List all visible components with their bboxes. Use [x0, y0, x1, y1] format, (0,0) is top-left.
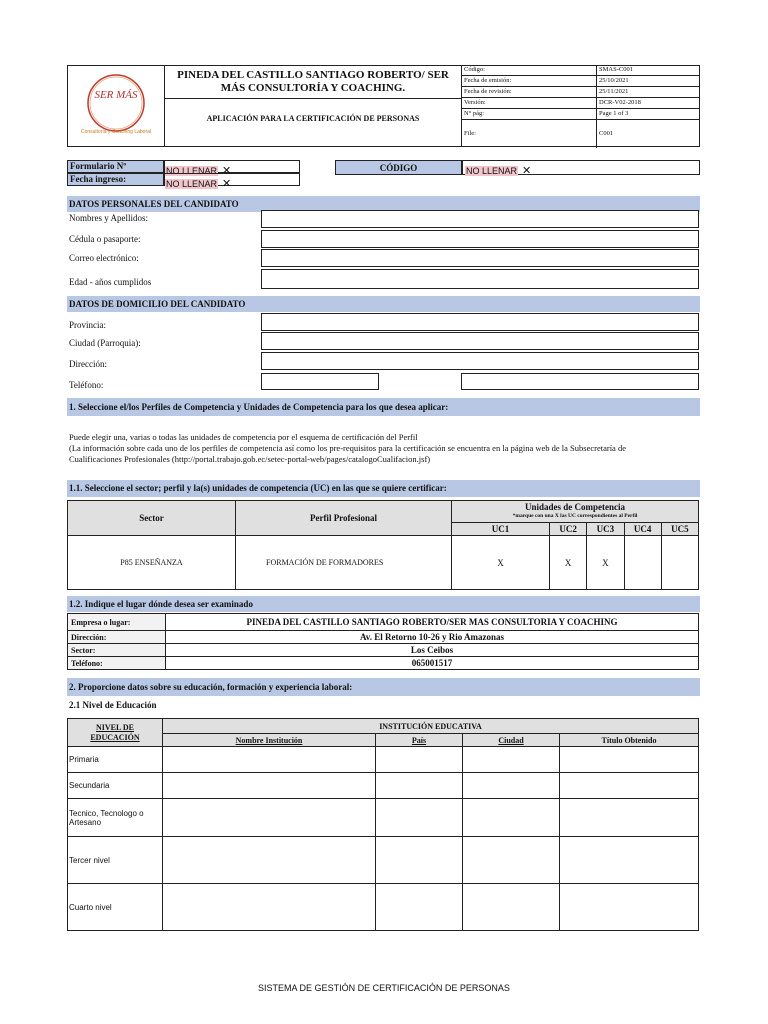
ciudad-header: Ciudad: [463, 734, 560, 747]
field-label: Dirección:: [69, 359, 107, 369]
meta-row: [462, 87, 700, 98]
exam-label: Teléfono:: [68, 657, 166, 670]
meta-label: Versión:: [462, 98, 597, 108]
section11-title: 1.1. Seleccione el sector; perfil y la(s) unidades de competencia (UC) en las que se quiere certificar:: [67, 480, 700, 497]
exam-value: 065001517: [166, 657, 699, 670]
exam-row: [68, 644, 699, 657]
meta-row: [462, 109, 700, 120]
uc2-cell[interactable]: X: [550, 536, 587, 590]
uc2-header: UC2: [550, 523, 587, 536]
exam-value: PINEDA DEL CASTILLO SANTIAGO ROBERTO/SER MAS CONSULTORIA Y COACHING: [166, 614, 699, 631]
field-label: Edad - años cumplidos: [69, 277, 152, 287]
education-level: Cuarto nivel: [68, 884, 163, 931]
exam-label: Empresa o lugar:: [68, 614, 166, 631]
uc4-cell[interactable]: [624, 536, 661, 590]
exam-label: Dirección:: [68, 631, 166, 644]
x-icon: ✕: [522, 165, 532, 177]
education-cell[interactable]: [560, 884, 699, 931]
section1-title: 1. Seleccione el/los Perfiles de Competencia y Unidades de Competencia para los que desea aplicar:: [67, 398, 700, 416]
meta-label: Fecha de emisión:: [462, 76, 597, 86]
section12-title: 1.2. Indique el lugar dónde desea ser examinado: [67, 596, 700, 612]
exam-value: Los Ceibos: [166, 644, 699, 657]
meta-row: [462, 76, 700, 87]
uc-table: [67, 500, 699, 590]
education-cell[interactable]: [463, 837, 560, 884]
education-cell[interactable]: [463, 747, 560, 773]
education-cell[interactable]: [463, 799, 560, 837]
field-label: Correo electrónico:: [69, 253, 139, 263]
uc-note: *marque con una X las UC correspondientes al Perfil: [512, 512, 638, 519]
nombres-input[interactable]: [261, 210, 699, 228]
telefono-input-2[interactable]: [461, 373, 699, 390]
section2-title: 2. Proporcione datos sobre su educación, formación y experiencia laboral:: [67, 678, 700, 696]
sector-cell: P85 ENSEÑANZA: [68, 536, 236, 590]
education-table: [67, 718, 699, 931]
field-label: Provincia:: [69, 320, 106, 330]
section1-text: Cualificaciones Profesionales (http://portal.trabajo.gob.ec/setec-portal-web/pages/catalogoCualifacion.jsf): [69, 454, 431, 464]
uc-header: [452, 501, 699, 523]
personal-section-title: DATOS PERSONALES DEL CANDIDATO: [67, 196, 700, 212]
education-cell[interactable]: [463, 884, 560, 931]
uc1-cell[interactable]: X: [452, 536, 550, 590]
institucion-header: INSTITUCIÓN EDUCATIVA: [163, 719, 699, 734]
no-llenar-badge: NO LLENAR: [166, 179, 218, 189]
doc-title: APLICACIÓN PARA LA CERTIFICACIÓN DE PERSONAS: [206, 114, 420, 123]
exam-value: Av. El Retorno 10-26 y Rio Amazonas: [166, 631, 699, 644]
telefono-input-1[interactable]: [261, 373, 379, 390]
education-row: [68, 837, 699, 884]
education-cell[interactable]: [560, 773, 699, 799]
section1-text: (La información sobre cada uno de los perfiles de competencia así como los pre-requisitos para la certificación se encuentra en la página web de la Subsecretaría de: [69, 443, 626, 453]
education-level: Tercer nivel: [68, 837, 163, 884]
field-label: Ciudad (Parroquia):: [69, 338, 141, 348]
field-label: Nombres y Apellidos:: [69, 213, 148, 223]
logo-sub: Consultoría y Coaching Laboral: [80, 129, 152, 135]
education-row: [68, 884, 699, 931]
footer: SISTEMA DE GESTIÓN DE CERTIFICACIÓN DE PERSONAS: [258, 983, 510, 993]
education-level: Secundaria: [68, 773, 163, 799]
formulario-label: Formulario Nº: [67, 160, 164, 173]
no-llenar-badge: NO LLENAR: [466, 166, 518, 176]
meta-label: Fecha de revisión:: [462, 87, 597, 97]
meta-row: [462, 65, 700, 76]
meta-value: DCR-V02-2018: [599, 99, 641, 106]
codigo-label: CÓDIGO: [335, 160, 462, 175]
section2-subtitle: 2.1 Nivel de Educación: [69, 700, 157, 710]
education-cell[interactable]: [163, 747, 376, 773]
exam-row: [68, 631, 699, 644]
education-cell[interactable]: [463, 773, 560, 799]
education-row: [68, 747, 699, 773]
field-label: Cédula o pasaporte:: [69, 234, 141, 244]
meta-table: [461, 65, 700, 147]
cedula-input[interactable]: [261, 230, 699, 248]
titulo-header: Título Obtenido: [560, 734, 699, 747]
education-cell[interactable]: [376, 837, 463, 884]
pais-header: País: [376, 734, 463, 747]
education-cell[interactable]: [163, 884, 376, 931]
codigo-value[interactable]: [462, 160, 700, 175]
education-cell[interactable]: [376, 884, 463, 931]
education-cell[interactable]: [376, 773, 463, 799]
education-level: Tecnico, Tecnologo o Artesano: [68, 799, 163, 837]
exam-label: Sector:: [68, 644, 166, 657]
meta-value: SMAS-C001: [599, 66, 633, 73]
education-cell[interactable]: [560, 837, 699, 884]
education-cell[interactable]: [376, 799, 463, 837]
sector-header: Sector: [68, 501, 236, 536]
meta-row: [462, 120, 700, 148]
provincia-input[interactable]: [261, 313, 699, 331]
exam-place-table: [67, 613, 699, 670]
formulario-value[interactable]: [164, 160, 300, 177]
perfil-header: Perfil Profesional: [236, 501, 452, 536]
company-name: PINEDA DEL CASTILLO SANTIAGO ROBERTO/ SER MÁS CONSULTORÍA Y COACHING.: [177, 69, 449, 94]
education-cell[interactable]: [163, 837, 376, 884]
education-cell[interactable]: [560, 747, 699, 773]
section1-text: Puede elegir una, varias o todas las unidades de competencia por el esquema de certificación del Perfil: [69, 432, 418, 442]
uc1-header: UC1: [452, 523, 550, 536]
meta-label: File:: [462, 120, 597, 148]
uc5-header: UC5: [661, 523, 698, 536]
logo-icon: [67, 65, 165, 147]
fecha-label: Fecha ingreso:: [67, 173, 164, 186]
perfil-cell: FORMACIÓN DE FORMADORES: [236, 536, 452, 590]
education-level: Primaria: [68, 747, 163, 773]
edad-input[interactable]: [261, 269, 699, 289]
education-cell[interactable]: [376, 747, 463, 773]
exam-row: [68, 657, 699, 670]
correo-input[interactable]: [261, 249, 699, 267]
meta-label: Código:: [462, 65, 597, 75]
logo-cell: [67, 65, 165, 147]
domicilio-section-title: DATOS DE DOMICILIO DEL CANDIDATO: [67, 296, 700, 312]
ciudad-input[interactable]: [261, 332, 699, 350]
uc3-header: UC3: [587, 523, 624, 536]
fecha-value[interactable]: [164, 173, 300, 190]
meta-row: [462, 98, 700, 109]
meta-value: C001: [599, 130, 614, 137]
field-label: Teléfono:: [69, 380, 104, 390]
education-row: [68, 799, 699, 837]
x-icon: ✕: [222, 165, 232, 177]
logo-text: SER MÁS: [94, 89, 138, 101]
uc-header-label: Unidades de Competencia: [524, 501, 625, 512]
education-cell[interactable]: [163, 773, 376, 799]
exam-row: [68, 614, 699, 631]
x-icon: ✕: [222, 178, 232, 190]
meta-value: 25/10/2021: [599, 77, 629, 84]
uc4-header: UC4: [624, 523, 661, 536]
meta-value: 25/11/2021: [599, 88, 629, 95]
meta-label: N° pág:: [462, 109, 597, 119]
nombre-inst-header: Nombre Institución: [163, 734, 376, 747]
uc5-cell[interactable]: [661, 536, 698, 590]
education-cell[interactable]: [560, 799, 699, 837]
no-llenar-badge: NO LLENAR: [166, 166, 218, 176]
uc3-cell[interactable]: X: [587, 536, 624, 590]
nivel-header: NIVEL DE EDUCACIÓN: [68, 719, 163, 747]
direccion-input[interactable]: [261, 352, 699, 370]
meta-value: Page 1 of 3: [599, 110, 629, 117]
education-row: [68, 773, 699, 799]
education-cell[interactable]: [163, 799, 376, 837]
